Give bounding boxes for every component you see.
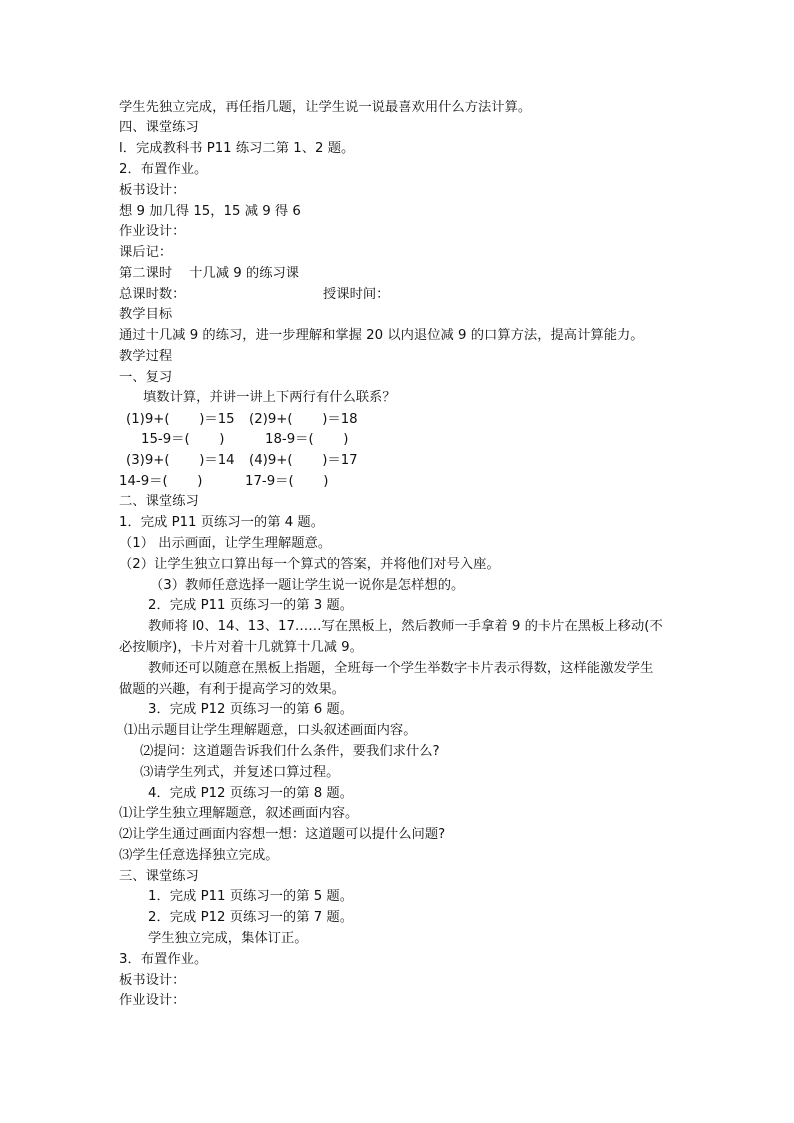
text-line: 2．完成 P11 页练习一的第 3 题。 bbox=[148, 598, 354, 613]
text-line: ⑶请学生列式，并复述口算过程。 bbox=[140, 765, 340, 780]
section-heading: 教学目标 bbox=[119, 307, 173, 322]
text-line: ⑵让学生通过画面内容想一想：这道题可以提什么问题? bbox=[119, 827, 446, 842]
text-line: 做题的兴趣，有利于提高学习的效果。 bbox=[119, 682, 346, 697]
exercise-item: (1)9+( )＝15 bbox=[126, 412, 235, 427]
text-line: 板书设计： bbox=[119, 183, 186, 198]
exercise-item: (2)9+( )＝18 bbox=[249, 412, 358, 427]
text-line: 学生独立完成，集体订正。 bbox=[148, 931, 308, 946]
lesson-title: 第二课时 十几减 9 的练习课 bbox=[119, 266, 300, 281]
text-line: ⑴让学生独立理解题意，叙述画面内容。 bbox=[119, 806, 359, 821]
text-line: 2．布置作业。 bbox=[119, 162, 208, 177]
exercise-item: (4)9+( )＝17 bbox=[249, 453, 358, 468]
text-line: 4．完成 P12 页练习一的第 8 题。 bbox=[148, 786, 354, 801]
text-line: 2．完成 P12 页练习一的第 7 题。 bbox=[148, 910, 354, 925]
section-heading: 四、课堂练习 bbox=[119, 120, 199, 135]
exercise-item: 17-9＝( ) bbox=[245, 474, 329, 489]
total-hours-label: 总课时数： bbox=[119, 287, 186, 302]
text-line: 板书设计： bbox=[119, 973, 186, 988]
text-line: （1） 出示画面，让学生理解题意。 bbox=[119, 536, 332, 551]
exercise-item: 14-9＝( ) bbox=[119, 474, 203, 489]
text-line: 通过十几减 9 的练习，进一步理解和掌握 20 以内退位减 9 的口算方法，提高计算能力。 bbox=[119, 328, 644, 343]
text-line: 作业设计： bbox=[119, 993, 186, 1008]
text-line: ⑵提问：这道题告诉我们什么条件，要我们求什么? bbox=[140, 744, 440, 759]
text-line: （2）让学生独立口算出每一个算式的答案，并将他们对号入座。 bbox=[119, 557, 500, 572]
text-line: 作业设计： bbox=[119, 224, 186, 239]
text-line: 教师还可以随意在黑板上指题，全班每一个学生举数字卡片表示得数，这样能激发学生 bbox=[148, 661, 654, 676]
section-heading: 三、课堂练习 bbox=[119, 869, 199, 884]
exercise-item: 15-9＝( ) bbox=[141, 432, 225, 447]
text-line: l．完成教科书 P11 练习二第 1、2 题。 bbox=[119, 141, 355, 156]
text-line: 教师将 l0、14、13、17……写在黑板上，然后教师一手拿着 9 的卡片在黑板上移动(不 bbox=[148, 619, 663, 634]
text-line: 必按顺序)，卡片对着十几就算十几减 9。 bbox=[119, 640, 363, 655]
exercise-item: (3)9+( )＝14 bbox=[126, 453, 235, 468]
text-line: 3．布置作业。 bbox=[119, 952, 208, 967]
text-line: 3．完成 P12 页练习一的第 6 题。 bbox=[148, 702, 354, 717]
text-line: 填数计算，并讲一讲上下两行有什么联系？ bbox=[143, 390, 396, 405]
text-line: 课后记： bbox=[119, 245, 173, 260]
text-line: ⑶学生任意选择独立完成。 bbox=[119, 848, 279, 863]
section-heading: 教学过程 bbox=[119, 349, 173, 364]
text-line: ⑴出示题目让学生理解题意，口头叙述画面内容。 bbox=[124, 723, 417, 738]
text-line: 想 9 加几得 15，15 减 9 得 6 bbox=[119, 204, 301, 219]
exercise-item: 18-9＝( ) bbox=[265, 432, 349, 447]
text-line: （3）教师任意选择一题让学生说一说你是怎样想的。 bbox=[150, 578, 465, 593]
text-line: 学生先独立完成，再任指几题，让学生说一说最喜欢用什么方法计算。 bbox=[119, 100, 532, 115]
section-heading: 一、复习 bbox=[119, 370, 173, 385]
teaching-time-label: 授课时间： bbox=[323, 287, 390, 302]
text-line: 1．完成 P11 页练习一的第 5 题。 bbox=[148, 889, 354, 904]
text-line: 1．完成 P11 页练习一的第 4 题。 bbox=[119, 515, 325, 530]
section-heading: 二、课堂练习 bbox=[119, 494, 199, 509]
